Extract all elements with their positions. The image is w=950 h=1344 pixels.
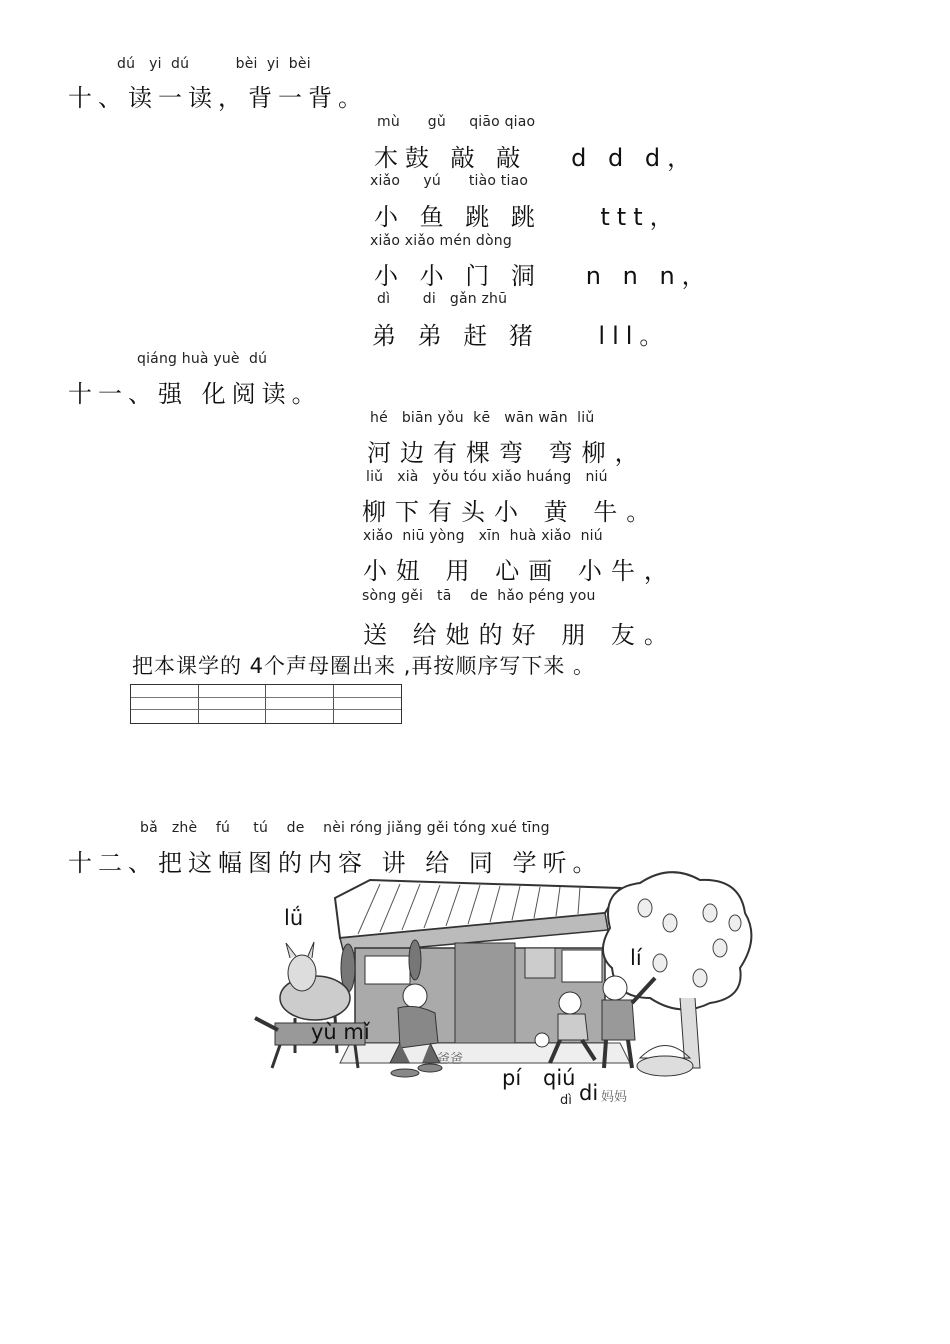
poem1-line3-pinyin: xiǎo xiǎo mén dòng: [370, 233, 512, 249]
label-yumi: yù mǐ: [311, 1020, 370, 1044]
grid-cell[interactable]: [199, 710, 267, 723]
section12-title: 十二、把这幅图的内容 讲 给 同 学听。: [68, 849, 603, 877]
poem1-line3-text: 小 小 门 洞 n n n，: [374, 262, 713, 290]
grid-cell[interactable]: [334, 685, 402, 698]
section10-pinyin: dú yi dú bèi yi bèi: [117, 56, 311, 72]
grid-cell[interactable]: [266, 685, 334, 698]
corn-leaves: [391, 1064, 442, 1077]
section11-title: 十一、强 化阅读。: [68, 380, 322, 408]
section11-pinyin: qiáng huà yuè dú: [137, 351, 268, 367]
grid-cell[interactable]: [131, 685, 199, 698]
poem2-line1-text: 河边有棵弯 弯柳，: [367, 439, 648, 467]
poem1-line2-pinyin: xiǎo yú tiào tiao: [370, 173, 529, 189]
label-pi: pí: [502, 1066, 522, 1090]
poem1-line1-pinyin: mù gǔ qiāo qiao: [377, 114, 536, 130]
section11-instruction: 把本课学的 4个声母圈出来 ,再按顺序写下来 。: [132, 654, 596, 678]
label-di-small: dì: [560, 1093, 572, 1108]
label-di: di: [579, 1081, 599, 1105]
grid-cell[interactable]: [334, 698, 402, 711]
house-window-far: [562, 950, 602, 982]
house-door: [455, 943, 515, 1043]
grid-cell[interactable]: [199, 698, 267, 711]
caption-dad: 爸爸: [437, 1052, 464, 1067]
grid-cell[interactable]: [131, 698, 199, 711]
poem2-line2-text: 柳下有头小 黄 牛。: [362, 498, 660, 526]
grid-cell[interactable]: [131, 710, 199, 723]
section10-title: 十、读一读，背一背。: [68, 84, 368, 112]
poem1-line4-pinyin: dì di gǎn zhū: [377, 291, 508, 307]
grid-cell[interactable]: [334, 710, 402, 723]
caption-mom: 妈妈: [601, 1090, 628, 1105]
label-lu: lǘ: [284, 906, 304, 930]
house-window-left: [365, 956, 410, 984]
grid-cell[interactable]: [199, 685, 267, 698]
poem2-line4-text: 送 给她的好 朋 友。: [363, 621, 677, 649]
poem1-line1-text: 木鼓 敲 敲 d d d，: [374, 144, 699, 172]
section12-pinyin: bǎ zhè fú tú de nèi róng jiǎng gěi tóng xué tīng: [140, 820, 550, 836]
label-qiu: qiú: [543, 1066, 576, 1090]
poem2-line3-pinyin: xiǎo niū yòng xīn huà xiǎo niú: [363, 528, 603, 544]
grid-cell[interactable]: [266, 710, 334, 723]
poem2-line4-pinyin: sòng gěi tā de hǎo péng you: [362, 588, 596, 604]
farmyard-illustration: [240, 868, 760, 1113]
house-window-right: [525, 948, 555, 978]
poem2-line2-pinyin: liǔ xià yǒu tóu xiǎo huáng niú: [366, 469, 608, 485]
poem2-line1-pinyin: hé biān yǒu kē wān wān liǔ: [370, 410, 595, 426]
grid-cell[interactable]: [266, 698, 334, 711]
label-li: lí: [630, 946, 642, 970]
poem1-line2-text: 小 鱼 跳 跳 ttt，: [374, 203, 681, 231]
writing-grid[interactable]: [130, 684, 402, 724]
poem1-line4-text: 弟 弟 赶 猪 lll。: [372, 322, 671, 350]
poem2-line3-text: 小妞 用 心画 小牛，: [363, 557, 677, 585]
